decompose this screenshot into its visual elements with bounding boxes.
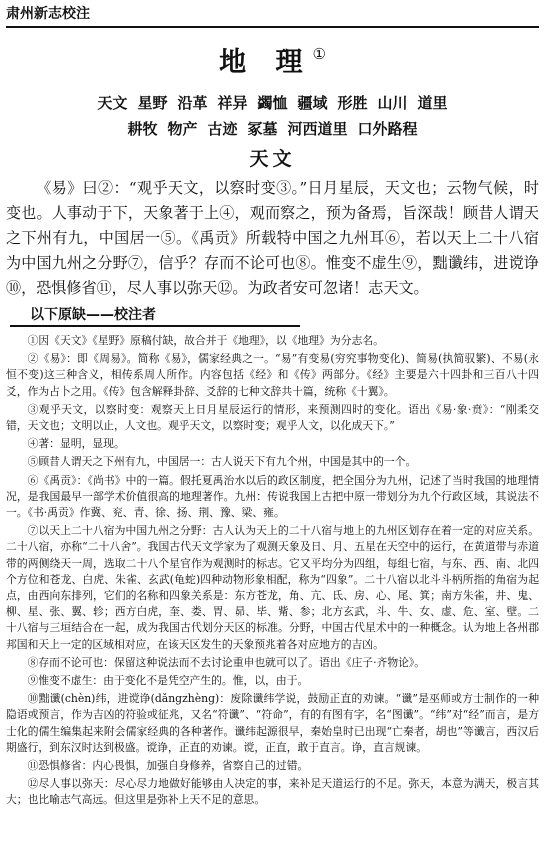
toc-item: 山川: [377, 94, 408, 112]
toc-item: 耕牧: [127, 120, 158, 138]
toc-item: 天文: [97, 94, 128, 112]
toc-item: 蠲恤: [257, 94, 288, 112]
note-item: ⑨惟变不虚生：由于变化不是凭空产生的。惟，以，由于。: [27, 674, 309, 688]
annotation-heading: 以下原缺——校注者: [30, 307, 156, 323]
toc-item: 口外路程: [357, 120, 418, 138]
toc-item: 河西道里: [287, 120, 348, 138]
toc-item: 祥异: [217, 94, 248, 112]
section-heading: 天文: [249, 148, 296, 170]
note-item: ⑪恐惧修省：内心畏惧，加强自身修养，省察自己的过错。: [27, 759, 309, 773]
footnote-mark: ①: [312, 45, 326, 63]
toc-item: 星野: [137, 94, 168, 112]
divider-rule: [10, 325, 300, 327]
note-item: ②《易》：即《周易》。简称《易》，儒家经典之一。“易”有变易(穷究事物变化)、简易(执简驭繁)、不易(永恒不变)这三种含义，相传系周人所作。内容包括《经》和《传》两部分。《经》主要是六十四卦和三百八十四爻，作为占卜之用。《传》包含解释卦辞、爻辞的七种文辞共十篇，统称《十翼》。: [6, 352, 539, 398]
note-item: ⑥《禹贡》：《尚书》中的一篇。假托夏禹治水以后的政区制度，把全国分为九州，记述了当时我国的地理情况，是我国最早一部学术价值很高的地理著作。九州：传说我国上古把中原一带划分为九个行政区域，其说法不一。《书·禹贡》作冀、兖、青、徐、扬、荆、豫、梁、雍。: [6, 473, 539, 520]
page-header: [6, 4, 539, 28]
note-item: ⑩黜谶(chèn)纬，进谠诤(dǎngzhèng)：废除谶纬学说，鼓励正直的劝谏。“谶”是巫师或方士制作的一种隐语或预言，作为吉凶的符验或征兆，又名“符谶”、“符命”，有的有图有字，名“图谶”。“纬”对“经”而言，是方士化的儒生编集起来附会儒家经典的各种著作。谶纬起源很早，秦始皇时已出现“亡秦者，胡也”等谶言，西汉后期盛行，到东汉时达到极盛。谠诤，正直的劝谏。谠，正直，敢于直言。诤，直言规谏。: [6, 692, 539, 754]
toc-item: 沿革: [177, 94, 208, 112]
annotation-divider: [10, 306, 300, 324]
toc-row-1: [0, 90, 545, 116]
main-paragraph: 《易》曰②：“观乎天文，以察时变③。”日月星辰，天文也；云物气候，时变也。人事动于下，天象著于上④，观而察之，预为备焉，旨深哉！顾昔人谓天之下州有九，中国居一⑤。《禹贡》所载特中国之九州耳⑥，若以天上二十八宿为中国九州之分野⑦，信乎？存而不论可也⑧。惟变不虚生⑨，黜谶纬，进谠诤⑩，恐惧修省⑪，尽人事以弥天⑫。为政者安可忽诸！志天文。: [6, 179, 539, 297]
toc-row-2: [0, 116, 545, 142]
note-item: ④著：显明，显现。: [27, 437, 125, 451]
toc-item: 形胜: [337, 94, 368, 112]
toc-item: 古迹: [207, 120, 238, 138]
note-item: ⑤顾昔人谓天之下州有九，中国居一：古人说天下有九个州，中国是其中的一个。: [27, 455, 417, 469]
toc-item: 冢墓: [247, 120, 278, 138]
note-item: ⑦以天上二十八宿为中国九州之分野：古人认为天上的二十八宿与地上的九州区划存在着一定的对应关系。二十八宿，亦称“二十八舍”。我国古代天文学家为了观测天象及日、月、五星在天空中的运行，在黄道带与赤道带的两侧绕天一周，选取二十八个星官作为观测时的标志。它又平均分为四组，每组七宿，与东、西、南、北四个方位和苍龙、白虎、朱雀、玄武(龟蛇)四种动物形象相配，称为“四象”。二十八宿以北斗斗柄所指的角宿为起点，由西向东排列，它们的名称和四象关系是：东方苍龙，角、亢、氐、房、心、尾、箕；南方朱雀，井、鬼、柳、星、张、翼、轸；西方白虎，奎、娄、胃、昴、毕、觜、参；北方玄武，斗、牛、女、虚、危、室、壁。二十八宿与三垣结合在一起，成为我国古代划分天区的标准。分野，中国古代星术中的一种概念。认为地上各州郡邦国和天上一定的区域相对应，在该天区发生的天象预兆着各对应地方的吉凶。: [6, 524, 539, 651]
notes-block: [6, 333, 539, 811]
toc-item: 物产: [167, 120, 198, 138]
running-head: 肃州新志校注: [6, 6, 90, 22]
note-item: ③观乎天文，以察时变：观察天上日月星辰运行的情形，来预测四时的变化。语出《易·象·贲》：“刚柔交错，天文也；文明以止，人文也。观乎天文，以察时变；观乎人文，以化成天下。”: [6, 402, 539, 433]
note-item: ⑧存而不论可也：保留这种说法而不去讨论重申也就可以了。语出《庄子·齐物论》。: [27, 655, 426, 669]
chapter-title-text: 地 理: [219, 47, 313, 78]
toc-item: 道里: [417, 94, 448, 112]
note-item: ①因《天文》《星野》原稿付缺，故合并于《地理》，以《地理》为分志名。: [27, 334, 384, 347]
toc-item: 疆域: [297, 94, 328, 112]
chapter-title: [0, 36, 545, 81]
note-item: ⑫尽人事以弥天：尽心尽力地做好能够由人决定的事，来补足天道运行的不足。弥天，本意为满天，极言其大；也比喻志气高远。但这里是弥补上天不足的意思。: [6, 777, 539, 807]
